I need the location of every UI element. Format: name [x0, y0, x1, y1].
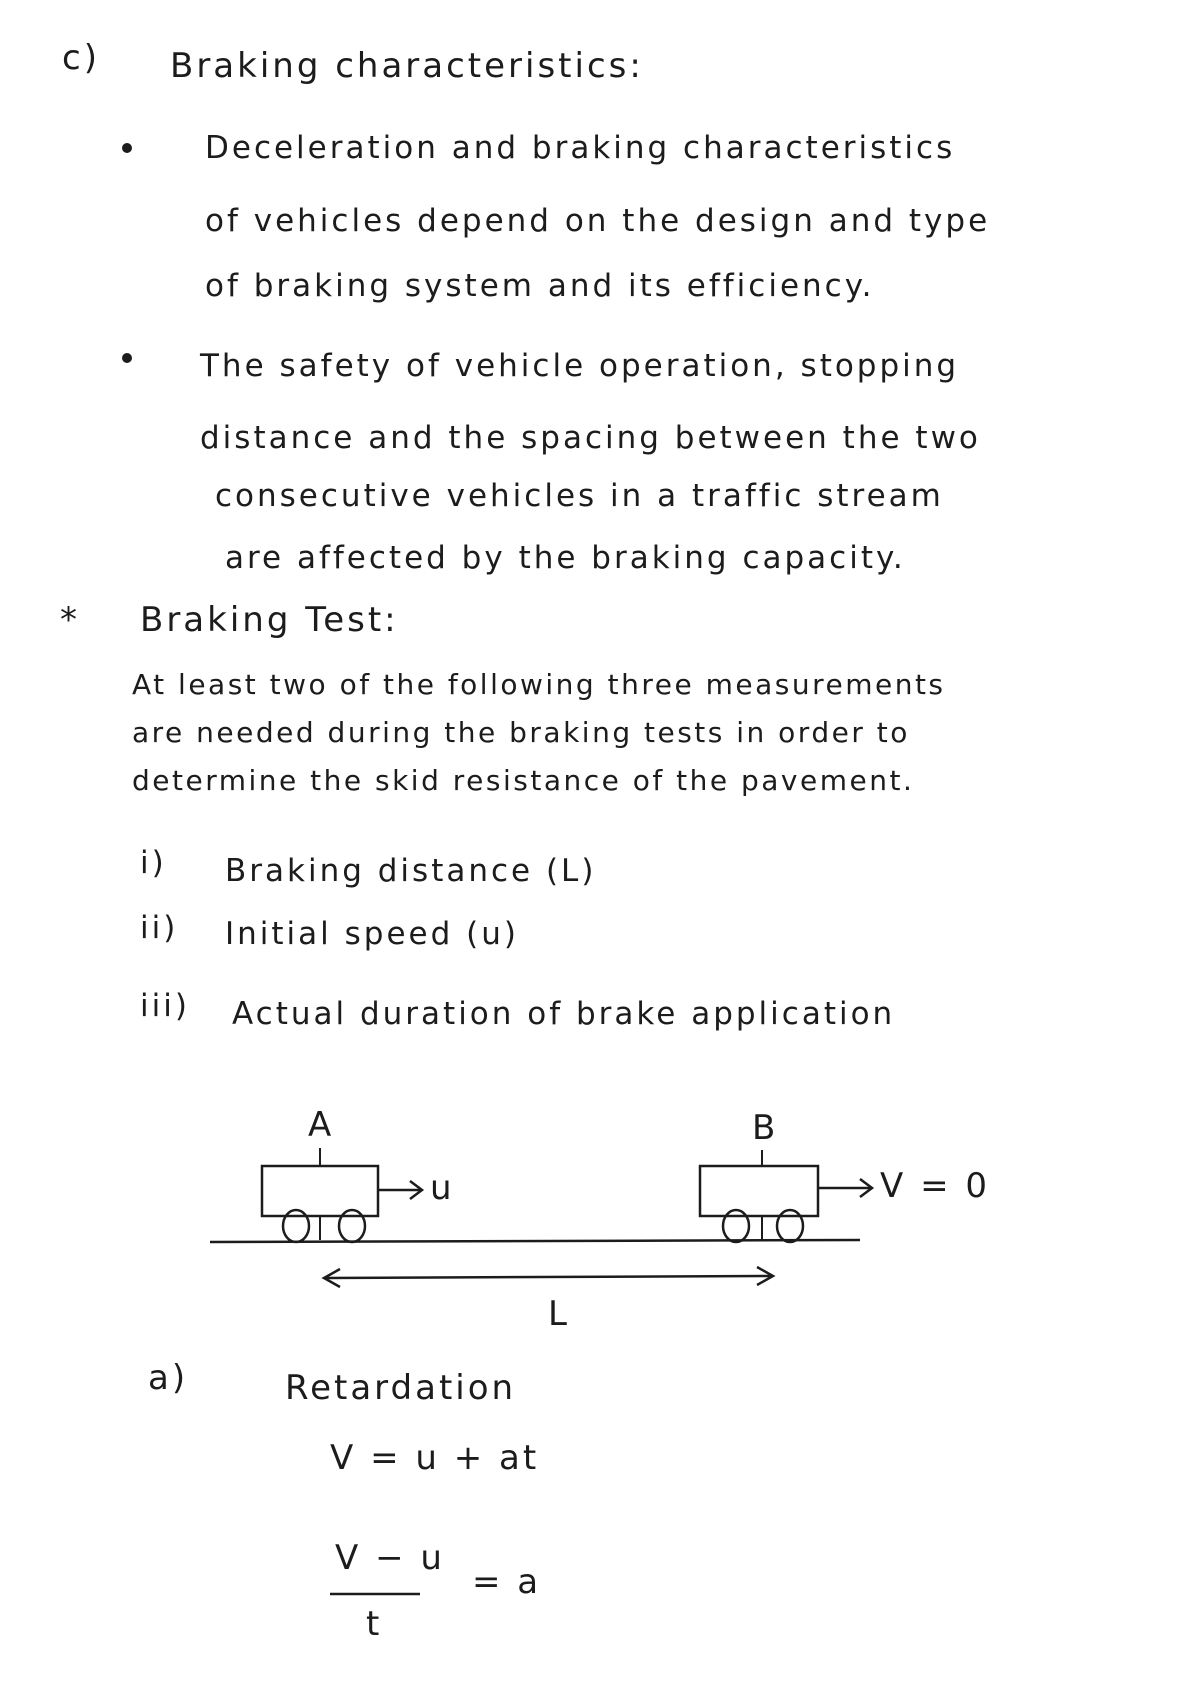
derivation-title: Retardation — [285, 1368, 517, 1408]
bullet-2-line-3: consecutive vehicles in a traffic stream — [215, 478, 944, 514]
equation-result: = a — [472, 1562, 542, 1602]
vehicle-b-label: B — [752, 1108, 779, 1148]
bullet-1-line-2: of vehicles depend on the design and type — [205, 203, 991, 239]
item-2-number: ii) — [140, 910, 179, 946]
vehicle-a-label: A — [308, 1105, 335, 1145]
bullet-2-line-4: are affected by the braking capacity. — [225, 540, 906, 576]
braking-test-para-line-3: determine the skid resistance of the pavement. — [132, 764, 915, 797]
braking-test-heading: Braking Test: — [140, 600, 399, 640]
braking-test-para-line-2: are needed during the braking tests in order to — [132, 716, 910, 749]
derivation-marker: a) — [148, 1358, 189, 1398]
velocity-label-a: u — [430, 1168, 455, 1208]
vehicle-b-body — [700, 1166, 818, 1216]
item-1-text: Braking distance (L) — [225, 853, 597, 889]
distance-label: L — [548, 1294, 570, 1334]
bullet-2-line-1: The safety of vehicle operation, stopping — [200, 348, 960, 384]
vehicle-a-body — [262, 1166, 378, 1216]
item-2-text: Initial speed (u) — [225, 916, 519, 952]
braking-test-marker: * — [60, 600, 80, 640]
velocity-label-b: V = 0 — [880, 1166, 990, 1206]
equation-denominator: t — [366, 1604, 383, 1644]
item-3-text: Actual duration of brake application — [232, 996, 896, 1032]
bullet-1-line-3: of braking system and its efficiency. — [205, 268, 875, 304]
ground-line — [210, 1240, 860, 1242]
bullet-1-line-1: Deceleration and braking characteristics — [205, 130, 956, 166]
section-marker: c) — [62, 38, 100, 78]
equation-velocity: V = u + at — [330, 1438, 540, 1478]
equation-numerator: V − u — [335, 1538, 445, 1578]
bullet-2-line-2: distance and the spacing between the two — [200, 420, 981, 456]
braking-test-para-line-1: At least two of the following three measurements — [132, 668, 946, 701]
item-3-number: iii) — [140, 988, 190, 1024]
distance-arrow — [325, 1276, 772, 1278]
section-heading: Braking characteristics: — [170, 46, 644, 86]
item-1-number: i) — [140, 845, 167, 881]
